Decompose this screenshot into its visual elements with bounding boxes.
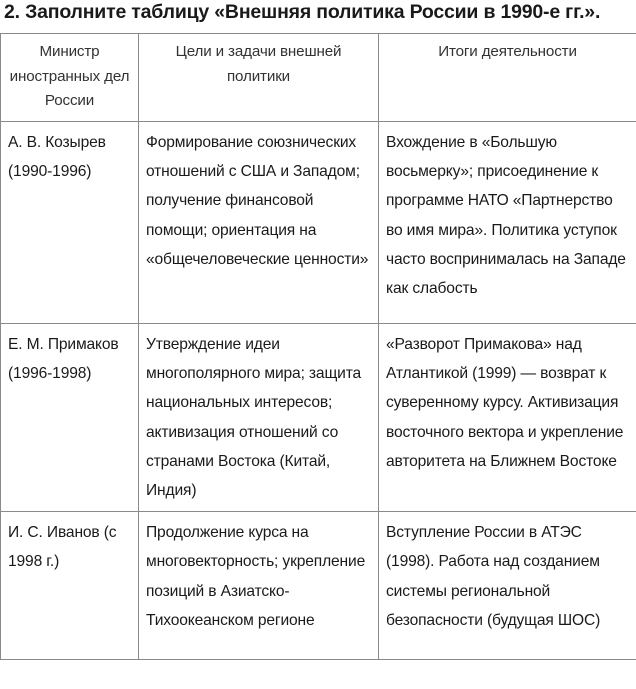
table-header-row	[1, 34, 636, 122]
cell-results: Вхождение в «Большую восьмерку»; присоединение к программе НАТО «Партнерство во имя мира». Политика уступок часто воспринималась на Западе как слабость	[379, 122, 636, 324]
cell-goals: Формирование союзнических отношений с США и Западом; получение финансовой помощи; ориентация на «общечеловеческие ценности»	[139, 122, 379, 324]
task-heading: 2. Заполните таблицу «Внешняя политика России в 1990-е гг.».	[4, 1, 601, 23]
table-row	[1, 324, 636, 512]
cell-minister: А. В. Козырев (1990-1996)	[1, 122, 139, 324]
cell-results: «Разворот Примакова» над Атлантикой (1999) — возврат к суверенному курсу. Активизация восточного вектора и укрепление авторитета на Ближнем Востоке	[379, 324, 636, 512]
header-goals: Цели и задачи внешней политики	[139, 34, 379, 122]
cell-goals: Продолжение курса на многовекторность; укрепление позиций в Азиатско-Тихоокеанском регионе	[139, 512, 379, 660]
header-results: Итоги деятельности	[379, 34, 636, 122]
header-minister: Министр иностранных дел России	[1, 34, 139, 122]
table-row	[1, 122, 636, 324]
cell-minister: И. С. Иванов (с 1998 г.)	[1, 512, 139, 660]
foreign-policy-table	[0, 33, 636, 660]
cell-results: Вступление России в АТЭС (1998). Работа над созданием системы региональной безопасности (будущая ШОС)	[379, 512, 636, 660]
cell-minister: Е. М. Примаков (1996-1998)	[1, 324, 139, 512]
table-row	[1, 512, 636, 660]
cell-goals: Утверждение идеи многополярного мира; защита национальных интересов; активизация отношений со странами Востока (Китай, Индия)	[139, 324, 379, 512]
